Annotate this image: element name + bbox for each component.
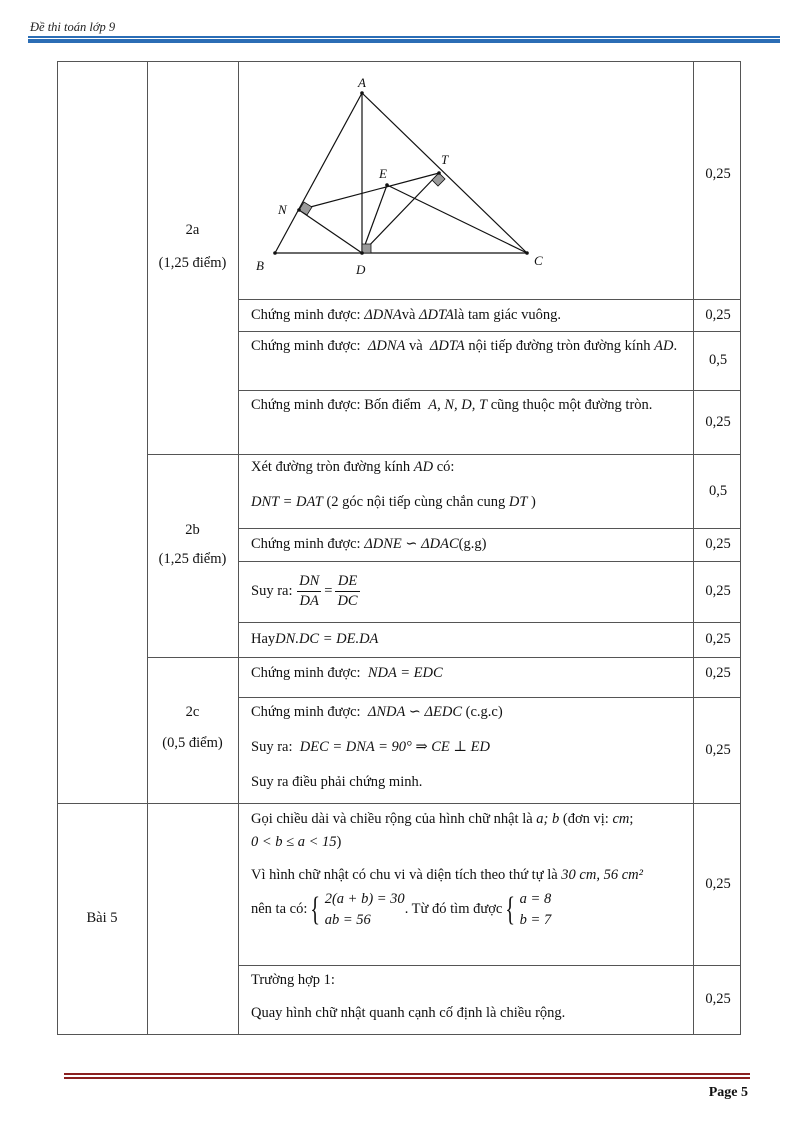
footer-rule-2	[64, 1077, 750, 1079]
score-bai5-2: 0,25	[705, 991, 731, 1008]
label-T: T	[441, 152, 449, 167]
segment-DE	[362, 185, 387, 253]
row-2b-3: Suy ra: $\frac{DN}{DA}$ = $\frac{DE}{DC}$	[251, 573, 358, 609]
score-2b-4: 0,25	[705, 631, 731, 648]
part-2a-label	[147, 221, 238, 273]
fraction-DN-DA: $\frac{DN}{DA}$	[299, 573, 320, 609]
part-2b-number: 2b	[185, 522, 200, 538]
part-2b-points: (1,25 điểm)	[158, 550, 227, 567]
fraction-DE-DC: $\frac{DE}{DC}$	[337, 573, 358, 609]
label-E: E	[379, 166, 387, 181]
point-T	[437, 171, 441, 175]
row-bai5-2: Trường hợp 1: Quay hình chữ nhật quanh cạnh cố định là chiều rộng.	[251, 972, 566, 1021]
point-A	[360, 91, 364, 95]
score-2a-figure: 0,25	[705, 166, 731, 182]
score-2c-1: 0,25	[705, 665, 731, 681]
part-2c-number: 2c	[185, 704, 200, 720]
bai5-label: Bài 5	[86, 910, 118, 927]
header-rule	[28, 36, 780, 38]
score-2a-1: 0,25	[705, 306, 731, 323]
right-angle-mark-N	[299, 202, 312, 215]
right-angle-mark-D	[362, 244, 371, 253]
footer-rule	[64, 1073, 750, 1075]
score-bai5-1: 0,25	[705, 875, 731, 892]
equation-system-1: { 2(a + b) = 30 ab = 56	[310, 890, 405, 928]
score-2a-2: 0,5	[708, 352, 728, 369]
point-N	[297, 208, 301, 212]
section-line	[57, 803, 741, 804]
label-C: C	[534, 253, 543, 268]
row-2b-2: Chứng minh được: ΔDNE ∽ ΔDAC (g.g)	[251, 536, 487, 553]
label-N: N	[278, 202, 287, 217]
row-line	[238, 390, 741, 391]
segment-NT	[299, 173, 439, 210]
table-border-bottom	[57, 1034, 741, 1035]
row-bai5-1: Gọi chiều dài và chiều rộng của hình chữ nhật là a; b (đơn vị: cm; 0 < b ≤ a < 15) Vì hình chữ nhật có chu vi và diện tích theo thứ tự là 30 cm, 56 cm² nên ta có: { 2(a + b) = 30 ab = 56 . Từ đó tìm được { a = 8 b = 7	[245, 810, 693, 931]
geometry-figure	[238, 61, 693, 299]
part-2a-points: (1,25 điểm)	[158, 254, 227, 271]
row-line	[238, 697, 741, 698]
row-line	[238, 331, 741, 332]
score-2b-3: 0,25	[705, 583, 731, 600]
part-2c-points: (0,5 điểm)	[162, 734, 223, 751]
part-2b-label	[147, 521, 238, 569]
column-divider-3	[693, 61, 694, 1035]
section-line	[147, 657, 741, 658]
point-D	[360, 251, 364, 255]
row-2a-2: Chứng minh được: ΔDNA và ΔDTA nội tiếp đường tròn đường kính AD.	[251, 338, 678, 354]
label-D: D	[356, 262, 366, 277]
segment-AB	[275, 93, 362, 253]
answer-table	[57, 61, 741, 1035]
score-2b-2: 0,25	[705, 536, 731, 553]
segment-DN	[299, 210, 362, 253]
segment-EC	[387, 185, 527, 253]
segment-DT	[362, 173, 439, 253]
score-2c-2: 0,25	[705, 741, 731, 758]
row-2c-2: Chứng minh được: ΔNDA ∽ ΔEDC (c.g.c) Suy ra: DEC = DNA = 90° ⇒ CE ⊥ ED Suy ra điều phải chứng minh.	[251, 704, 503, 790]
part-2c-label	[147, 703, 238, 753]
point-B	[273, 251, 277, 255]
score-2a-3: 0,25	[705, 413, 731, 430]
section-line	[147, 454, 741, 455]
point-E	[385, 183, 389, 187]
label-B: B	[256, 258, 264, 273]
point-C	[525, 251, 529, 255]
row-2b-4: Hay DN.DC = DE.DA	[251, 631, 379, 648]
page-number: Page 5	[708, 1085, 748, 1100]
equation-system-2: { a = 8 b = 7	[505, 890, 552, 928]
score-2b-1: 0,5	[708, 482, 728, 499]
row-line	[238, 965, 741, 966]
row-2b-1: Xét đường tròn đường kính AD có: DNT = DAT (2 góc nội tiếp cùng chắn cung DT )	[251, 459, 536, 510]
row-2c-1: Chứng minh được: NDA = EDC	[251, 665, 443, 681]
row-2a-3: Chứng minh được: Bốn điểm A, N, D, T cũng thuộc một đường tròn.	[251, 397, 653, 413]
label-A: A	[358, 75, 366, 90]
part-2a-number: 2a	[185, 222, 200, 238]
header-rule-thick	[28, 39, 780, 43]
row-2a-1: Chứng minh được: ΔDNA và ΔDTA là tam giác vuông.	[251, 306, 561, 323]
header-title: Đề thi toán lớp 9	[30, 20, 116, 34]
